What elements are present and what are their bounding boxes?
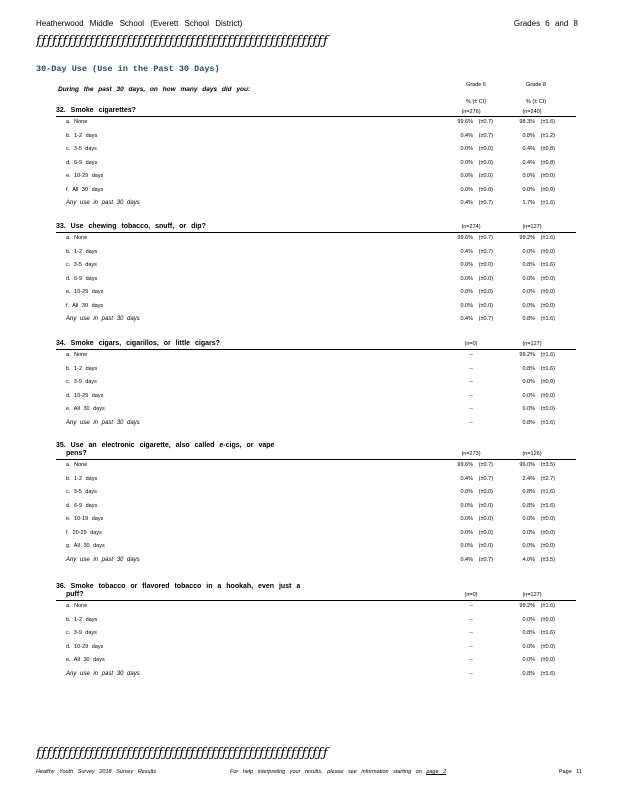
grade6-ci: (±0.7) (478, 462, 493, 468)
grade8-ci: (±0.0) (540, 543, 555, 549)
grade6-sample-size: (n=0) (464, 341, 478, 347)
any-use-row (56, 198, 576, 212)
response-row (56, 642, 576, 656)
grade6-percent: 0.0% (460, 516, 473, 522)
grade8-percent: 4.0% (522, 556, 535, 563)
response-label: a. None (66, 352, 88, 358)
grade8-percent: 0.8% (522, 365, 535, 372)
grade6-percent: -- (469, 392, 473, 399)
grade8-percent: 0.0% (522, 529, 535, 536)
grade6-ci: (±0.0) (478, 159, 493, 166)
response-label: b. 1-2 days (66, 616, 98, 623)
grade6-percent: -- (469, 603, 473, 609)
question-title-continued: pens? (66, 450, 87, 457)
grade8-ci: (±3.5) (540, 462, 555, 468)
section-title: 30-Day Use (Use in the Past 30 Days) (36, 64, 220, 74)
grade8-percent: 98.3% (519, 119, 535, 125)
grade6-column-header: Grade 6 (466, 82, 486, 88)
grade8-sample-size: (n=240) (522, 109, 542, 115)
response-row (56, 260, 576, 274)
response-label: b. 1-2 days (66, 132, 98, 139)
grade6-ci: (±0.7) (478, 119, 493, 125)
question-title: 33. Use chewing tobacco, snuff, or dip? (56, 223, 206, 230)
grade6-percent: 0.4% (460, 316, 473, 322)
response-label: c. 3-5 days (66, 262, 97, 268)
grade8-percent: 0.0% (522, 275, 535, 282)
response-label: f. All 30 days (66, 302, 104, 309)
response-label: a. None (66, 603, 88, 609)
grade8-percent: 99.2% (519, 603, 535, 609)
grade6-pct-ci-header: % (± CI) (465, 99, 487, 105)
grade6-ci: (±0.0) (478, 173, 493, 179)
grade6-ci: (±0.0) (478, 489, 493, 495)
response-label: e. 10-29 days (66, 173, 104, 179)
grade6-percent: -- (469, 419, 473, 426)
response-label: a. None (66, 462, 88, 468)
grade8-ci: (±1.6) (540, 119, 555, 125)
response-row (56, 474, 576, 488)
grade8-ci: (±0.0) (540, 289, 555, 295)
grade6-ci: (±0.0) (478, 289, 493, 295)
grade8-ci: (±1.6) (540, 352, 555, 358)
grade8-percent: 0.4% (522, 159, 535, 166)
grade8-ci: (±0.0) (540, 379, 555, 385)
grade8-ci: (±0.0) (540, 392, 555, 399)
grade6-percent: 0.4% (460, 132, 473, 139)
question-block (56, 340, 576, 431)
grade8-percent: 0.0% (522, 248, 535, 255)
question-block (56, 107, 576, 212)
response-row (56, 615, 576, 629)
grade8-ci: (±0.0) (540, 657, 555, 663)
response-row (56, 601, 576, 615)
response-label: d. 6-9 days (66, 502, 98, 509)
grade6-percent: 0.4% (460, 200, 473, 206)
grade8-percent: 0.0% (522, 173, 535, 179)
any-use-row (56, 555, 576, 569)
question-title: 36. Smoke tobacco or flavored tobacco in a hookah, even just a (56, 583, 301, 590)
grade8-ci: (±0.0) (540, 186, 555, 193)
grade8-ci: (±1.2) (540, 132, 555, 139)
grade8-percent: 0.0% (522, 657, 535, 663)
grade8-ci: (±1.6) (540, 262, 555, 268)
grade6-ci: (±0.7) (478, 556, 493, 563)
grade8-percent: 0.8% (522, 262, 535, 268)
response-label: e. 10-19 days (66, 516, 104, 522)
response-label: e. All 30 days (66, 657, 105, 663)
grade8-percent: 0.8% (522, 489, 535, 495)
response-row (56, 233, 576, 247)
response-row (56, 501, 576, 515)
grade8-sample-size: (n=127) (522, 341, 542, 347)
response-label: f. 20-29 days (66, 529, 102, 536)
grade8-ci: (±0.0) (540, 616, 555, 623)
grade6-percent: -- (469, 352, 473, 358)
grade6-percent: -- (469, 657, 473, 663)
grade8-percent: 0.8% (522, 502, 535, 509)
grade8-sample-size: (n=126) (522, 451, 542, 457)
grade8-percent: 99.2% (519, 235, 535, 241)
response-label: d. 10-29 days (66, 392, 104, 399)
grade8-ci: (±0.0) (540, 173, 555, 179)
grade6-ci: (±0.0) (478, 543, 493, 549)
response-label: c. 3-9 days (66, 379, 97, 385)
grade6-ci: (±0.7) (478, 132, 493, 139)
response-row (56, 185, 576, 199)
response-row (56, 287, 576, 301)
grade8-ci: (±1.6) (540, 670, 555, 677)
response-label: Any use in past 30 days (66, 670, 140, 677)
grade8-percent: 0.4% (522, 146, 535, 152)
grade6-percent: 0.0% (460, 529, 473, 536)
grade6-percent: 0.0% (460, 302, 473, 309)
response-label: d. 10-29 days (66, 643, 104, 650)
grade6-ci: (±0.7) (478, 475, 493, 482)
response-label: Any use in past 30 days (66, 556, 140, 563)
grade8-percent: 0.0% (522, 186, 535, 193)
grade8-percent: 99.2% (519, 352, 535, 358)
grade6-ci: (±0.0) (478, 262, 493, 268)
page-2-link[interactable]: page 2 (426, 769, 447, 775)
response-label: f. All 30 days (66, 186, 104, 193)
grade8-percent: 0.8% (522, 670, 535, 677)
question-block (56, 442, 576, 568)
grade8-percent: 0.8% (522, 132, 535, 139)
grade6-ci: (±0.0) (478, 516, 493, 522)
response-label: g. All 30 days (66, 543, 105, 549)
grade8-percent: 0.8% (522, 316, 535, 322)
grade6-percent: 0.0% (460, 502, 473, 509)
question-title: 34. Smoke cigars, cigarillos, or little cigars? (56, 340, 220, 347)
grade6-ci: (±0.0) (478, 502, 493, 509)
response-label: a. None (66, 119, 88, 125)
response-row (56, 364, 576, 378)
response-row (56, 117, 576, 131)
response-row (56, 487, 576, 501)
grade8-percent: 0.0% (522, 392, 535, 399)
grade6-sample-size: (n=274) (461, 224, 481, 230)
response-label: a. None (66, 235, 88, 241)
grade6-percent: 0.0% (460, 262, 473, 268)
grade8-pct-ci-header: % (± CI) (525, 99, 547, 105)
grade6-percent: 0.0% (460, 146, 473, 152)
grade8-ci: (±1.6) (540, 235, 555, 241)
grade6-percent: 0.4% (460, 475, 473, 482)
grade8-percent: 0.0% (522, 302, 535, 309)
grade8-ci: (±1.6) (540, 603, 555, 609)
grade8-ci: (±0.0) (540, 248, 555, 255)
grade8-ci: (±0.0) (540, 643, 555, 650)
any-use-row (56, 418, 576, 432)
grade6-percent: 0.0% (460, 186, 473, 193)
grade8-ci: (±0.0) (540, 529, 555, 536)
response-row (56, 350, 576, 364)
question-block (56, 223, 576, 328)
grade6-percent: 0.0% (460, 289, 473, 295)
footer-help-text (230, 769, 446, 775)
response-label: d. 6-9 days (66, 159, 98, 166)
grade8-ci: (±0.0) (540, 275, 555, 282)
grade8-percent: 0.0% (522, 516, 535, 522)
grade8-percent: 0.0% (522, 643, 535, 650)
question-title: 32. Smoke cigarettes? (56, 107, 136, 114)
question-stem: During the past 30 days, on how many days did you: (58, 86, 251, 93)
response-label: c. 3-5 days (66, 146, 97, 152)
grade8-percent: 0.0% (522, 406, 535, 412)
grade6-percent: 0.0% (460, 489, 473, 495)
grade8-percent: 0.8% (522, 630, 535, 636)
grade6-ci: (±0.0) (478, 186, 493, 193)
response-row (56, 514, 576, 528)
grade8-ci: (±1.6) (540, 419, 555, 426)
top-decorative-rule: ƒƒƒƒƒƒƒƒƒƒƒƒƒƒƒƒƒƒƒƒƒƒƒƒƒƒƒƒƒƒƒƒƒƒƒƒƒƒƒƒƒƒƒƒƒƒƒƒƒƒƒƒƒƒƒ (36, 34, 329, 49)
response-row (56, 655, 576, 669)
question-block (56, 583, 576, 682)
grade8-ci: (±1.6) (540, 502, 555, 509)
response-row (56, 391, 576, 405)
response-row (56, 460, 576, 474)
grade6-percent: -- (469, 365, 473, 372)
response-label: b. 1-2 days (66, 248, 98, 255)
response-row (56, 541, 576, 555)
grade6-percent: 0.4% (460, 556, 473, 563)
response-label: e. 10-29 days (66, 289, 104, 295)
grade6-ci: (±0.0) (478, 275, 493, 282)
grade8-ci: (±1.6) (540, 489, 555, 495)
grade8-ci: (±1.6) (540, 200, 555, 206)
grade6-percent: 0.4% (460, 248, 473, 255)
grade6-ci: (±0.7) (478, 316, 493, 322)
response-row (56, 274, 576, 288)
grade8-ci: (±0.0) (540, 406, 555, 412)
grade6-ci: (±0.0) (478, 529, 493, 536)
grade6-percent: 0.0% (460, 543, 473, 549)
grade6-percent: -- (469, 616, 473, 623)
response-row (56, 158, 576, 172)
grade6-percent: -- (469, 406, 473, 412)
grade6-ci: (±0.0) (478, 302, 493, 309)
grade8-percent: 0.8% (522, 419, 535, 426)
response-label: Any use in past 30 days (66, 316, 140, 322)
response-label: c. 3-9 days (66, 630, 97, 636)
grade6-sample-size: (n=273) (461, 451, 481, 457)
grade8-ci: (±0.0) (540, 516, 555, 522)
any-use-row (56, 314, 576, 328)
grade8-ci: (±0.8) (540, 146, 555, 152)
grade8-percent: 1.7% (522, 200, 535, 206)
grade6-sample-size: (n=0) (464, 592, 478, 598)
grade6-percent: 99.6% (457, 462, 473, 468)
response-label: b. 1-2 days (66, 365, 98, 372)
grade6-sample-size: (n=276) (461, 109, 481, 115)
grade8-percent: 0.0% (522, 379, 535, 385)
response-row (56, 377, 576, 391)
response-row (56, 131, 576, 145)
grade6-percent: -- (469, 643, 473, 650)
grade8-ci: (±0.0) (540, 302, 555, 309)
grade6-ci: (±0.7) (478, 248, 493, 255)
response-row (56, 628, 576, 642)
grade6-percent: -- (469, 630, 473, 636)
grade8-sample-size: (n=127) (522, 224, 542, 230)
response-row (56, 528, 576, 542)
footer-help-label: For help interpreting your results, please see information starting on (230, 769, 422, 775)
footer-survey-title: Healthy Youth Survey 2018 Survey Results (36, 769, 157, 775)
response-row (56, 404, 576, 418)
grade6-percent: 99.6% (457, 235, 473, 241)
bottom-decorative-rule: ƒƒƒƒƒƒƒƒƒƒƒƒƒƒƒƒƒƒƒƒƒƒƒƒƒƒƒƒƒƒƒƒƒƒƒƒƒƒƒƒƒƒƒƒƒƒƒƒƒƒƒƒƒƒƒ (36, 746, 329, 761)
school-header: Heatherwood Middle School (Everett School District) (36, 19, 243, 28)
grade6-percent: -- (469, 379, 473, 385)
grade8-percent: 0.0% (522, 289, 535, 295)
grade8-ci: (±2.7) (540, 475, 555, 482)
response-label: b. 1-2 days (66, 475, 98, 482)
grade6-ci: (±0.7) (478, 235, 493, 241)
response-label: Any use in past 30 days (66, 419, 140, 426)
grade8-ci: (±1.6) (540, 316, 555, 322)
response-label: d. 6-9 days (66, 275, 98, 282)
response-label: c. 3-5 days (66, 489, 97, 495)
grade6-percent: 0.0% (460, 173, 473, 179)
grade8-percent: 0.0% (522, 543, 535, 549)
question-title: 35. Use an electronic cigarette, also called e-cigs, or vape (56, 442, 275, 449)
grade8-percent: 2.4% (522, 475, 535, 482)
grade8-column-header: Grade 8 (526, 82, 546, 88)
grade6-ci: (±0.0) (478, 146, 493, 152)
grade8-ci: (±3.5) (540, 556, 555, 563)
response-row (56, 144, 576, 158)
grade6-percent: 0.0% (460, 275, 473, 282)
response-row (56, 171, 576, 185)
page-number: Page 11 (558, 769, 582, 775)
grade6-percent: -- (469, 670, 473, 677)
response-row (56, 247, 576, 261)
grade8-percent: 96.0% (519, 462, 535, 468)
grade8-ci: (±0.8) (540, 159, 555, 166)
grade6-percent: 0.0% (460, 159, 473, 166)
grade8-sample-size: (n=127) (522, 592, 542, 598)
response-label: e. All 30 days (66, 406, 105, 412)
grade6-ci: (±0.7) (478, 200, 493, 206)
grade6-percent: 99.6% (457, 119, 473, 125)
any-use-row (56, 669, 576, 683)
grade8-ci: (±1.6) (540, 365, 555, 372)
grades-header: Grades 6 and 8 (513, 19, 578, 28)
response-row (56, 301, 576, 315)
question-title-continued: puff? (66, 591, 84, 598)
response-label: Any use in past 30 days (66, 200, 140, 206)
grade8-percent: 0.0% (522, 616, 535, 623)
grade8-ci: (±1.6) (540, 630, 555, 636)
